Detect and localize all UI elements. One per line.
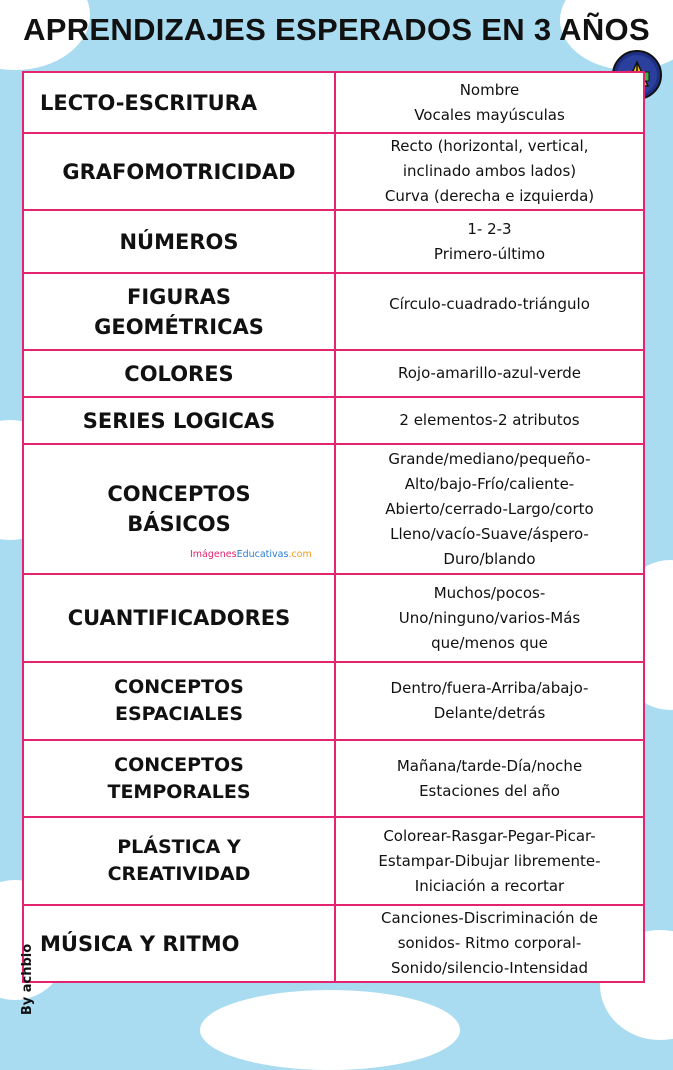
site-watermark [190, 549, 312, 560]
detail-line: Delante/detrás [433, 704, 546, 722]
topic-label: CONCEPTOS [114, 676, 244, 698]
detail-line: Rojo-amarillo-azul-verde [397, 364, 581, 382]
detail-line: Estampar-Dibujar libremente- [378, 851, 601, 870]
topic-label: CUANTIFICADORES [67, 606, 291, 630]
topic-cell [23, 72, 335, 133]
table-row [23, 817, 644, 905]
detail-cell [335, 574, 644, 662]
watermark-part: Imágenes [190, 549, 237, 560]
topic-label: GRAFOMOTRICIDAD [62, 159, 296, 184]
detail-line: Duro/blando [443, 549, 536, 568]
detail-line: Nombre [459, 80, 520, 99]
detail-line: Sonido/silencio-Intensidad [390, 959, 589, 977]
detail-line: Alto/bajo-Frío/caliente- [404, 474, 575, 493]
topic-cell [23, 574, 335, 662]
detail-cell [335, 397, 644, 444]
topic-cell [23, 740, 335, 817]
detail-cell [335, 210, 644, 273]
detail-line: Muchos/pocos- [433, 583, 546, 602]
topic-label: CONCEPTOS [107, 482, 251, 506]
table-row [23, 905, 644, 982]
detail-line: Grande/mediano/pequeño- [388, 449, 591, 468]
detail-line: Uno/ninguno/varios-Más [398, 608, 581, 627]
topic-cell [23, 905, 335, 982]
detail-line: 2 elementos-2 atributos [399, 411, 580, 429]
topic-cell [23, 397, 335, 444]
detail-line: Dentro/fuera-Arriba/abajo- [390, 679, 589, 697]
topic-cell [23, 210, 335, 273]
topic-label: GEOMÉTRICAS [94, 314, 264, 339]
topic-label: TEMPORALES [107, 780, 251, 803]
detail-cell [335, 740, 644, 817]
detail-line: Vocales mayúsculas [414, 105, 565, 124]
table-row [23, 574, 644, 662]
detail-cell [335, 817, 644, 905]
topic-label: MÚSICA Y RITMO [40, 931, 240, 956]
detail-line: Primero-último [433, 244, 546, 263]
detail-line: inclinado ambos lados) [402, 162, 577, 180]
topic-label: NÚMEROS [119, 229, 239, 254]
detail-line: Canciones-Discriminación de [381, 909, 598, 927]
topic-label: SERIES LOGICAS [82, 408, 276, 433]
page-title: APRENDIZAJES ESPERADOS EN 3 AÑOS [23, 12, 650, 47]
detail-line: Lleno/vacío-Suave/áspero- [390, 524, 589, 543]
detail-cell [335, 444, 644, 574]
topic-label: LECTO-ESCRITURA [40, 90, 258, 115]
detail-line: Círculo-cuadrado-triángulo [389, 295, 590, 313]
topic-cell [23, 133, 335, 210]
detail-cell [335, 662, 644, 740]
topic-cell [23, 817, 335, 905]
detail-cell [335, 905, 644, 982]
detail-cell [335, 133, 644, 210]
table-row [23, 444, 644, 574]
detail-cell [335, 72, 644, 133]
topic-label: PLÁSTICA Y [117, 836, 241, 858]
detail-line: que/menos que [431, 633, 548, 652]
table-row [23, 397, 644, 444]
topic-label: COLORES [124, 361, 234, 386]
watermark-part: .com [288, 549, 312, 560]
learning-table [22, 71, 645, 983]
detail-line: Curva (derecha e izquierda) [384, 187, 595, 205]
table-row [23, 662, 644, 740]
topic-label: FIGURAS [127, 284, 231, 309]
detail-line: sonidos- Ritmo corporal- [397, 934, 582, 952]
detail-cell [335, 273, 644, 350]
detail-line: Estaciones del año [419, 781, 560, 800]
topic-label: CREATIVIDAD [107, 863, 251, 885]
topic-label: CONCEPTOS [114, 753, 244, 776]
author-byline: By achbio [20, 943, 36, 1016]
background-cloud [200, 990, 460, 1070]
table-row [23, 273, 644, 350]
table-row [23, 133, 644, 210]
detail-line: Mañana/tarde-Día/noche [396, 756, 583, 775]
table-row [23, 210, 644, 273]
table-row [23, 350, 644, 397]
topic-label: BÁSICOS [127, 512, 231, 536]
topic-label: ESPACIALES [114, 703, 244, 725]
table-row [23, 740, 644, 817]
watermark-part: Educativas [236, 549, 289, 560]
topic-cell [23, 662, 335, 740]
topic-cell [23, 273, 335, 350]
table-row [23, 72, 644, 133]
detail-line: Abierto/cerrado-Largo/corto [385, 499, 594, 518]
detail-line: 1- 2-3 [467, 219, 512, 238]
detail-line: Colorear-Rasgar-Pegar-Picar- [383, 826, 596, 845]
detail-line: Iniciación a recortar [414, 876, 565, 895]
topic-cell [23, 350, 335, 397]
detail-line: Recto (horizontal, vertical, [390, 137, 589, 155]
detail-cell [335, 350, 644, 397]
